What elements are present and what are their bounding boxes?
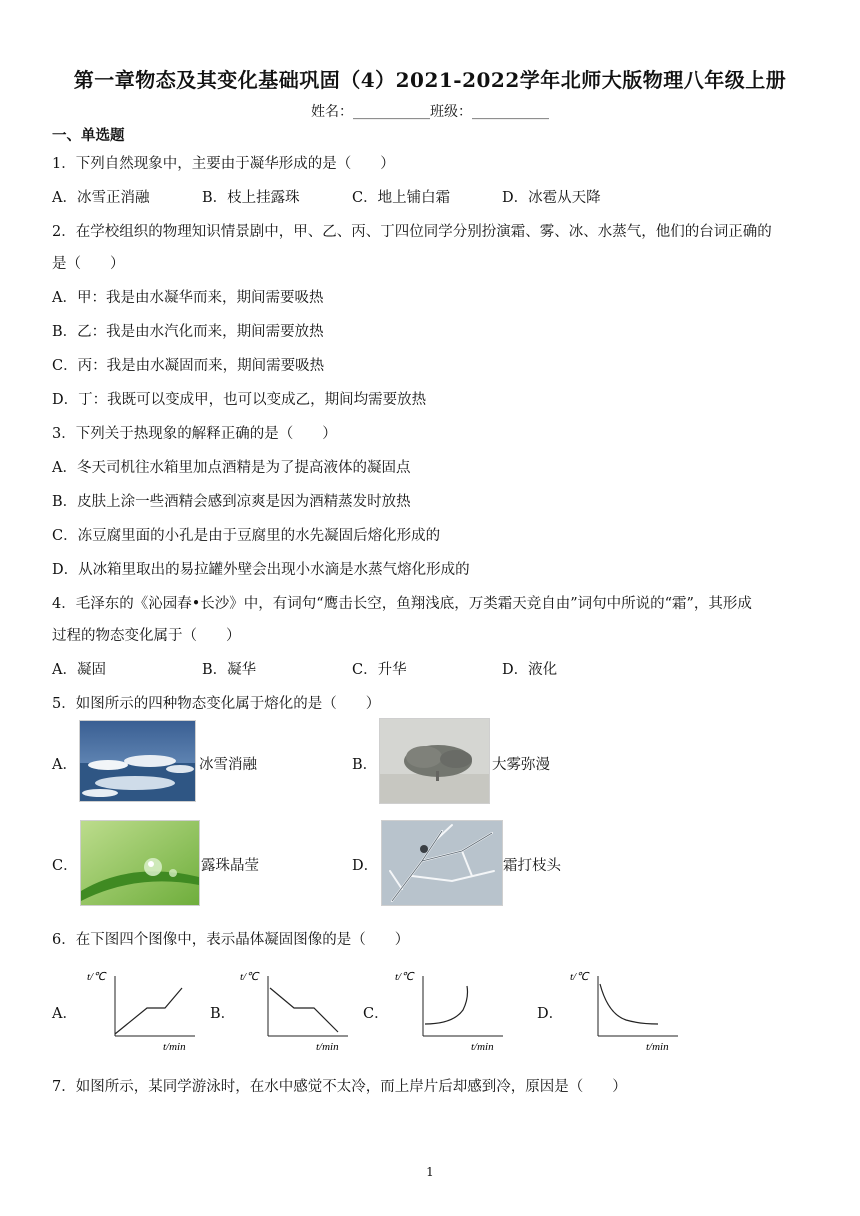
heavy-fog-photo (379, 718, 490, 804)
question-2-stem-line2: 是（ ） (52, 256, 125, 272)
graph-b-fall-plateau-fall (238, 966, 358, 1054)
question-5-option-b-caption: 大雾弥漫 (492, 757, 550, 773)
graph-b-y-label: t/℃ (240, 971, 259, 983)
question-3-option-a: A．冬天司机往水箱里加点酒精是为了提高液体的凝固点 (52, 460, 411, 476)
question-4-option-b: B．凝华 (202, 662, 257, 678)
graph-c-y-label: t/℃ (395, 971, 414, 983)
question-4-stem-line2: 过程的物态变化属于（ ） (52, 628, 241, 644)
question-3-option-b: B．皮肤上涂一些酒精会感到凉爽是因为酒精蒸发时放热 (52, 494, 411, 510)
question-1-option-b: B．枝上挂露珠 (202, 190, 300, 206)
graph-d-curve-fall (568, 966, 688, 1054)
graph-a-x-label: t/min (163, 1041, 186, 1053)
question-5-option-c-letter: C． (52, 858, 78, 874)
document-title: 第一章物态及其变化基础巩固（4）2021-2022学年北师大版物理八年级上册 (73, 68, 787, 92)
question-7-stem: 7．如图所示，某同学游泳时，在水中感觉不太冷，而上岸片后却感到冷，原因是（ ） (52, 1079, 627, 1095)
section-heading: 一、单选题 (52, 127, 125, 144)
name-class-line: 姓名：___________班级：___________ (311, 104, 549, 120)
question-2-option-a: A．甲：我是由水凝华而来，期间需要吸热 (52, 290, 324, 306)
question-1-option-d: D．冰雹从天降 (502, 190, 601, 206)
question-1-option-c: C．地上铺白霜 (352, 190, 451, 206)
question-6-option-c-letter: C． (363, 1006, 389, 1022)
question-2-stem-line1: 2．在学校组织的物理知识情景剧中，甲、乙、丙、丁四位同学分别扮演霜、雾、冰、水蒸气，他们的台词正确的 (52, 224, 772, 240)
graph-d-y-label: t/℃ (570, 971, 589, 983)
question-5-stem: 5．如图所示的四种物态变化属于熔化的是（ ） (52, 696, 381, 712)
graph-c-curve-rise (393, 966, 513, 1054)
question-2-option-d: D．丁：我既可以变成甲，也可以变成乙，期间均需要放热 (52, 392, 427, 408)
graph-a-y-label: t/℃ (87, 971, 106, 983)
dew-drop-photo (80, 820, 200, 906)
graph-b-x-label: t/min (316, 1041, 339, 1053)
graph-d-x-label: t/min (646, 1041, 669, 1053)
question-6-option-a-letter: A． (52, 1006, 77, 1022)
question-5-option-c-caption: 露珠晶莹 (201, 858, 259, 874)
question-5-option-d-letter: D． (352, 858, 379, 874)
question-2-option-c: C．丙：我是由水凝固而来，期间需要吸热 (52, 358, 325, 374)
graph-c-x-label: t/min (471, 1041, 494, 1053)
question-1-stem: 1．下列自然现象中，主要由于凝华形成的是（ ） (52, 156, 395, 172)
question-3-option-c: C．冻豆腐里面的小孔是由于豆腐里的水先凝固后熔化形成的 (52, 528, 441, 544)
question-2-option-b: B．乙：我是由水汽化而来，期间需要放热 (52, 324, 324, 340)
melting-ice-photo (79, 720, 196, 802)
question-6-option-b-letter: B． (210, 1006, 236, 1022)
question-4-option-d: D．液化 (502, 662, 558, 678)
question-4-stem-line1: 4．毛泽东的《沁园春•长沙》中，有词句“鹰击长空，鱼翔浅底，万类霜天竞自由”词句中所说的“霜”，其形成 (52, 596, 752, 612)
question-3-stem: 3．下列关于热现象的解释正确的是（ ） (52, 426, 337, 442)
question-5-option-a-caption: 冰雪消融 (199, 757, 257, 773)
question-4-option-a: A．凝固 (52, 662, 106, 678)
question-6-option-d-letter: D． (537, 1006, 564, 1022)
question-3-option-d: D．从冰箱里取出的易拉罐外壁会出现小水滴是水蒸气熔化形成的 (52, 562, 470, 578)
question-5-option-d-caption: 霜打枝头 (503, 858, 561, 874)
question-5-option-b-letter: B． (352, 757, 378, 773)
question-4-option-c: C．升华 (352, 662, 407, 678)
frosted-branch-photo (381, 820, 503, 906)
question-5-option-a-letter: A． (52, 757, 77, 773)
page-number: 1 (426, 1165, 434, 1179)
graph-a-rise-plateau-rise (85, 966, 205, 1054)
question-6-stem: 6．在下图四个图像中，表示晶体凝固图像的是（ ） (52, 932, 410, 948)
question-1-option-a: A．冰雪正消融 (52, 190, 150, 206)
